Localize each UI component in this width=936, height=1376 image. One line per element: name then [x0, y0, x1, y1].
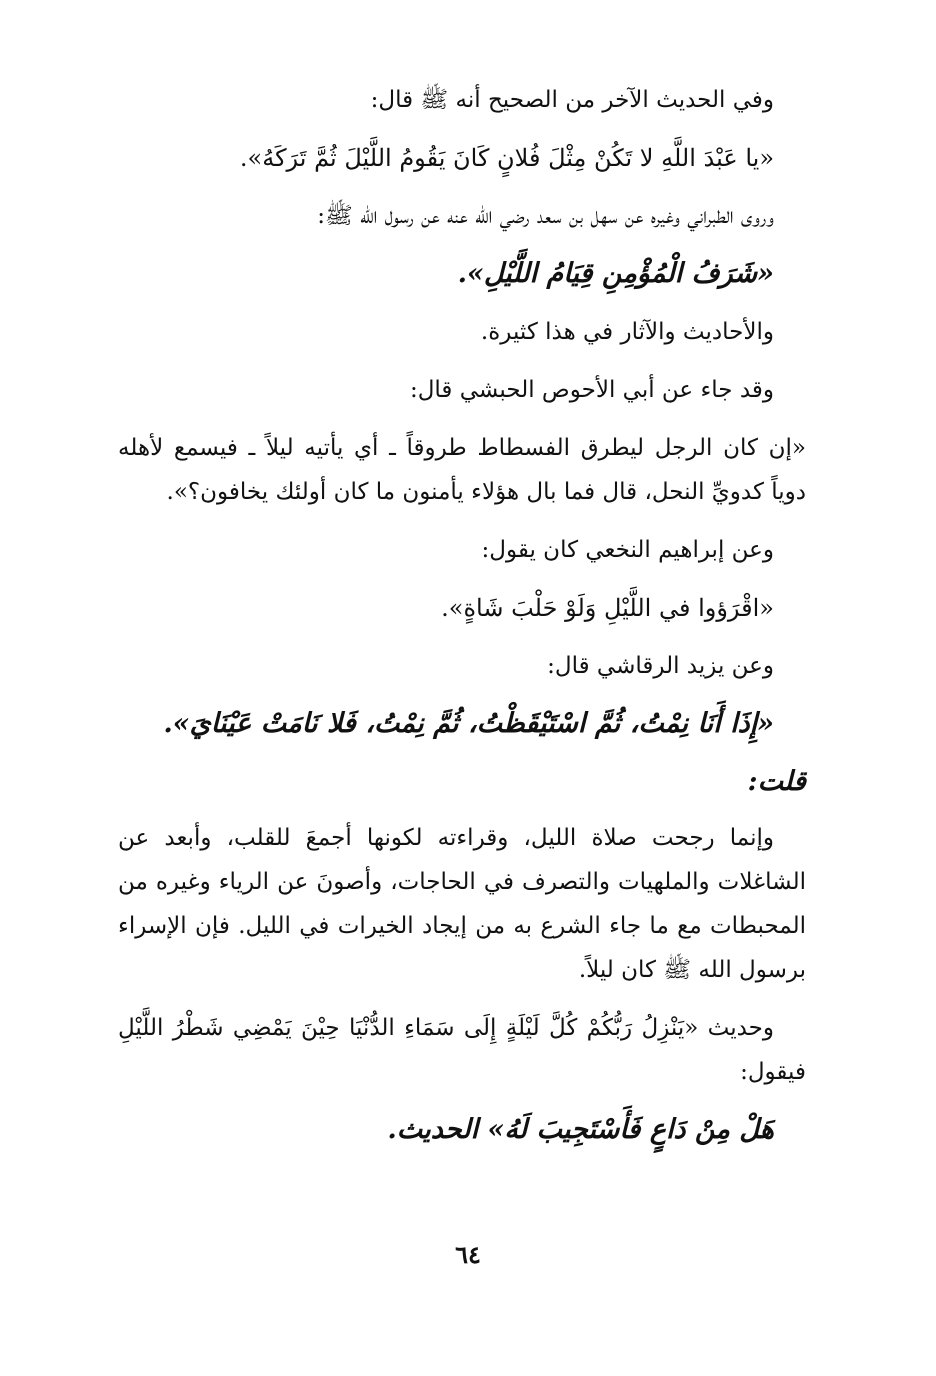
paragraph-3: والأحاديث والآثار في هذا كثيرة.: [480, 319, 774, 345]
section-heading: قلت:: [747, 766, 806, 797]
hadith-quote-1: «يا عَبْدَ اللَّهِ لا تَكُنْ مِثْلَ فُلانٍ كَانَ يَقُومُ اللَّيْلَ ثُمَّ تَرَكَهُ».: [239, 144, 774, 172]
hadith-quote-2: «شَرَفُ الْمُؤْمِنِ قِيَامُ اللَّيْلِ».: [457, 258, 774, 289]
body-text: [118, 78, 806, 1166]
paragraph-4: وقد جاء عن أبي الأحوص الحبشي قال:: [409, 377, 774, 403]
paragraph-1: وفي الحديث الآخر من الصحيح أنه ﷺ قال:: [370, 87, 774, 113]
quote-5: «إِذَا أَنَا نِمْتُ، ثُمَّ اسْتَيْقَظْتُ، ثُمَّ نِمْتُ، فَلا نَامَتْ عَيْنَايَ».: [163, 708, 774, 739]
quote-4: «اقْرَؤوا في اللَّيْلِ وَلَوْ حَلْبَ شَاةٍ».: [441, 594, 774, 622]
paragraph-7: وإنما رجحت صلاة الليل، وقراءته لكونها أجمعَ للقلب، وأبعد عن الشاغلات والملهيات والتصرف في الحاجات، وأصونَ عن الرياء وغيره من المحبطات مع ما جاء الشرع به من إيجاد الخيرات في الليل. فإن الإسراء برسول الله ﷺ كان ليلاً.: [118, 825, 806, 983]
quote-3: «إن كان الرجل ليطرق الفسطاط طروقاً ـ أي يأتيه ليلاً ـ فيسمع لأهله دوياً كدويِّ النحل، قال فما بال هؤلاء يأمنون ما كان أولئك يخافون؟».: [118, 435, 806, 505]
paragraph-8: وحديث «يَنْزِلُ رَبُّكُمْ كُلَّ لَيْلَةٍ إِلَى سَمَاءِ الدُّنْيَا حِيْنَ يَمْضِي شَطْرُ اللَّيْلِ فيقول:: [118, 1015, 806, 1085]
hadith-quote-6: هَلْ مِنْ دَاعٍ فَأَسْتَجِيبَ لَهُ» الحديث.: [387, 1114, 774, 1145]
paragraph-6: وعن يزيد الرقاشي قال:: [547, 653, 774, 679]
paragraph-5: وعن إبراهيم النخعي كان يقول:: [481, 537, 774, 563]
paragraph-2: وروى الطبراني وغيره عن سهل بن سعد رضي الله عنه عن رسول الله ﷺ:: [317, 203, 774, 229]
page-number: ٦٤: [455, 1240, 481, 1269]
